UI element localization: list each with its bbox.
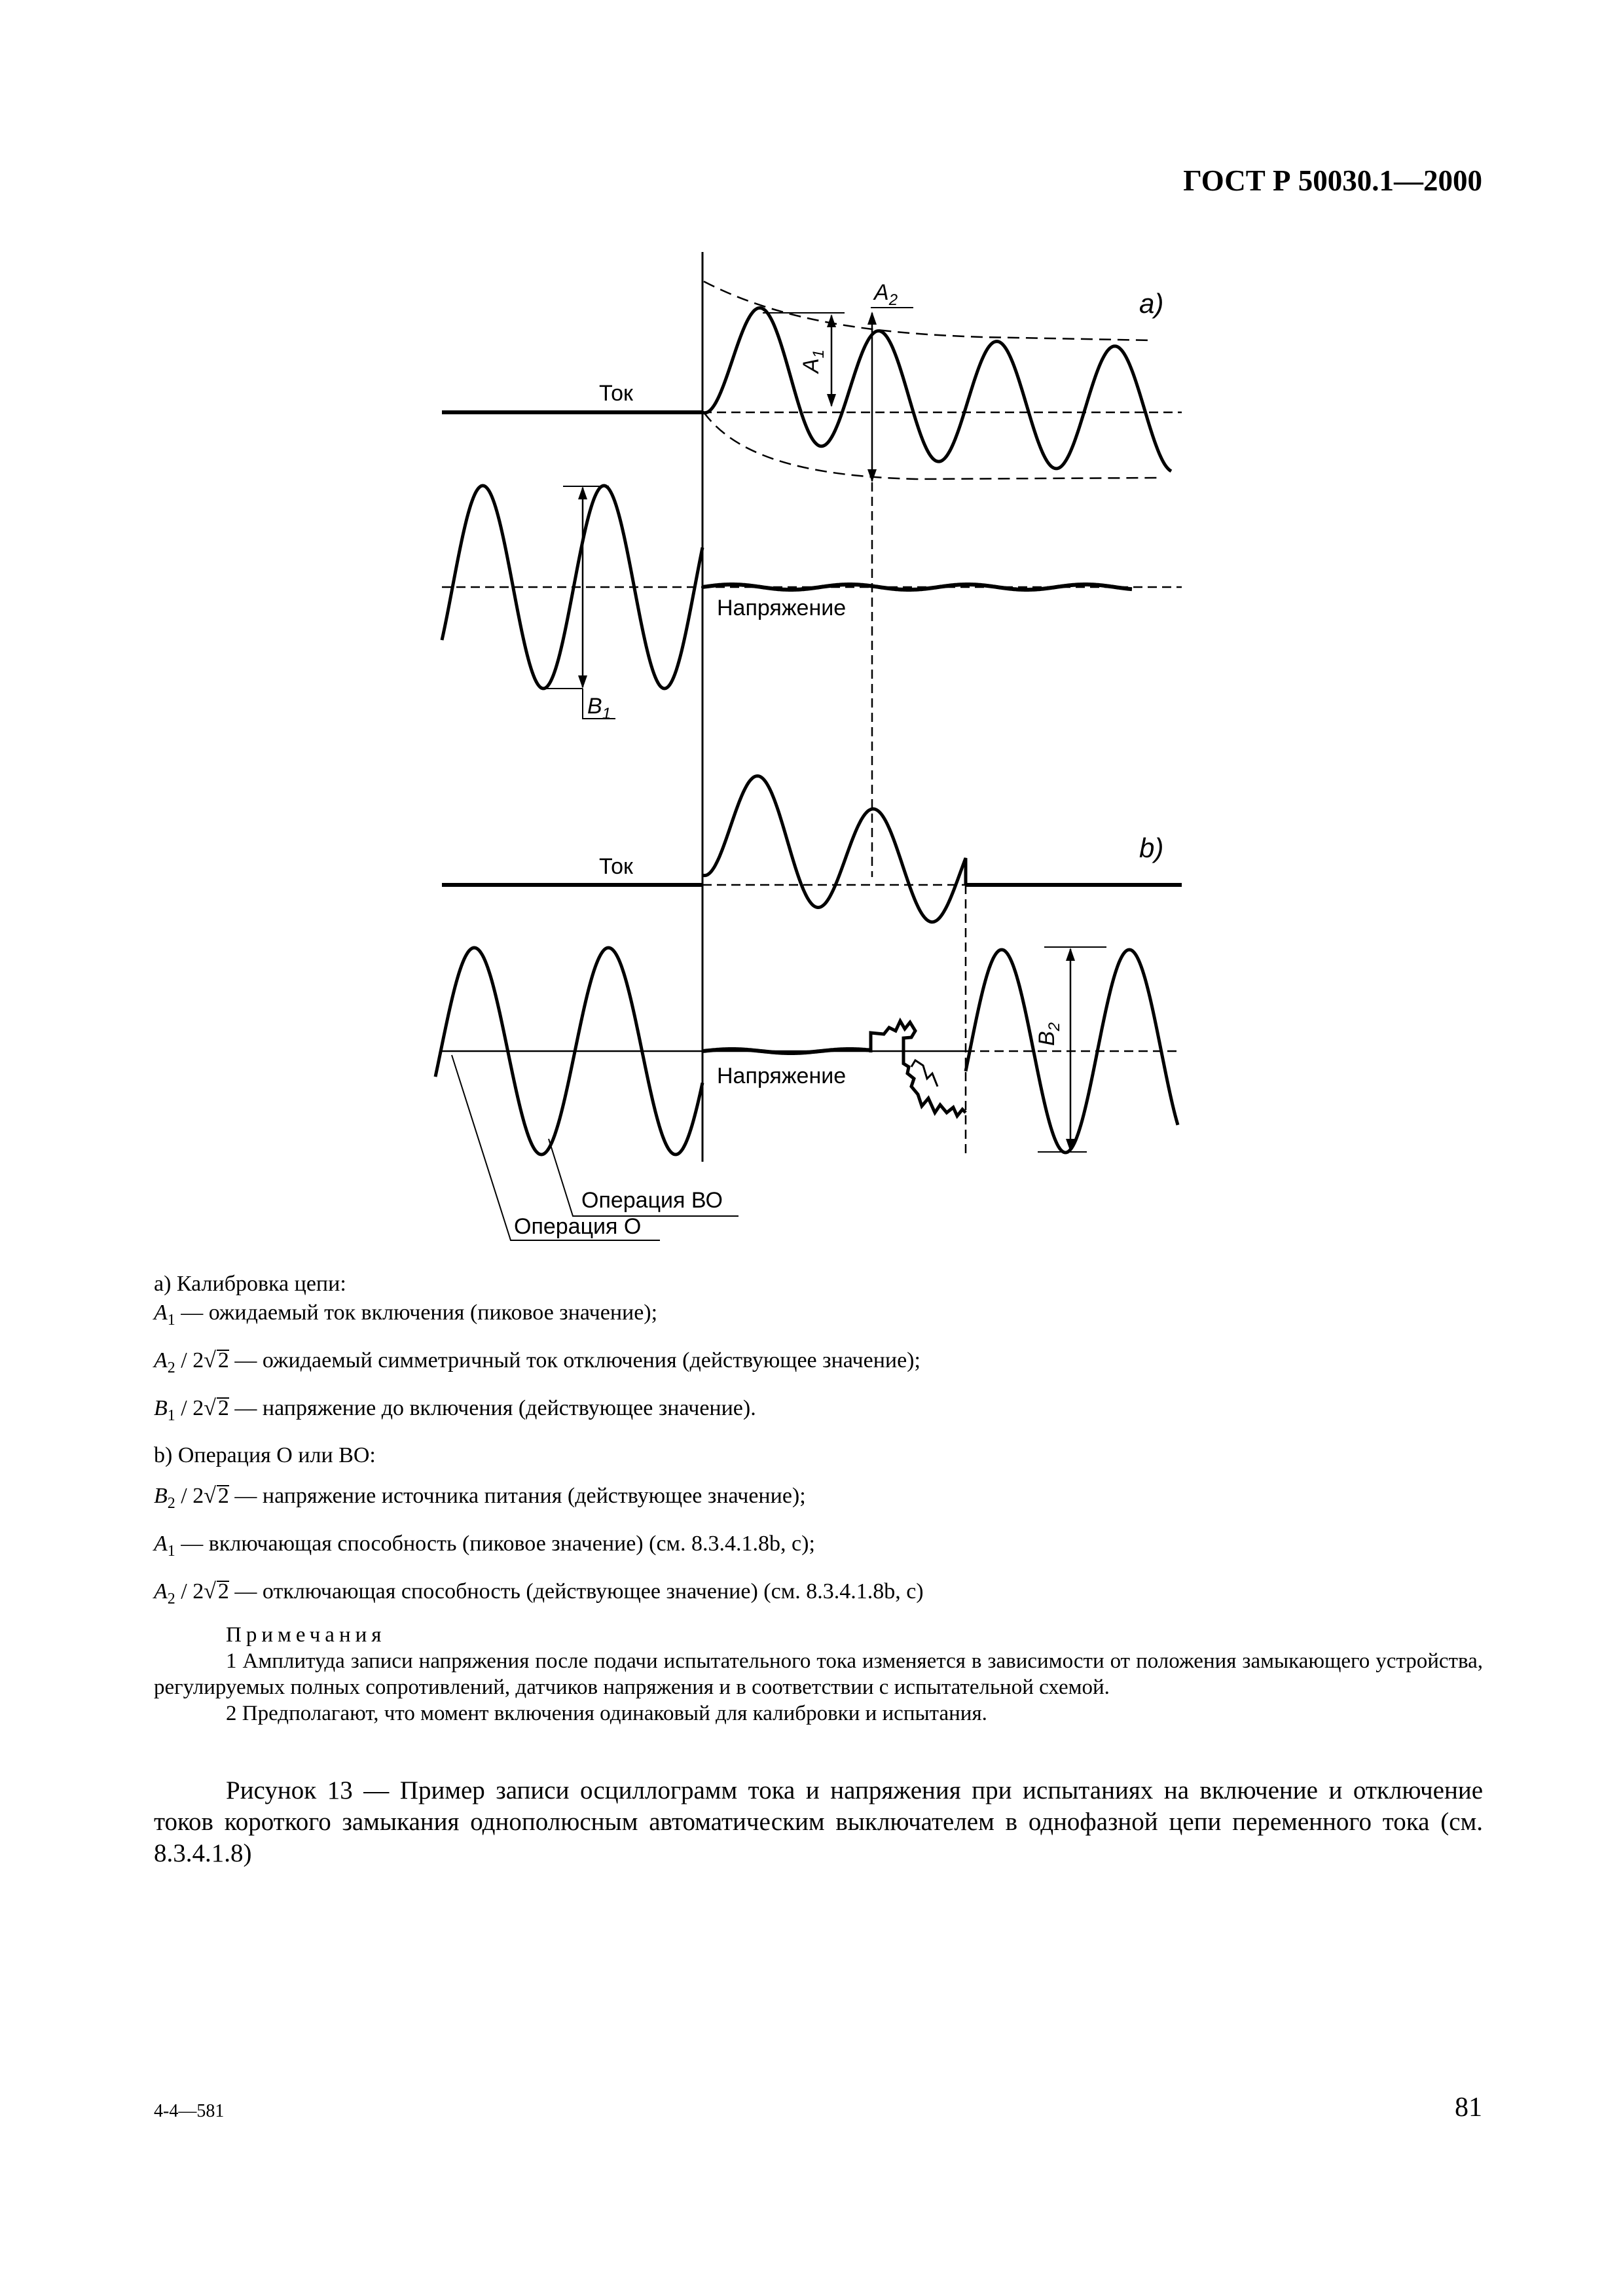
legend-b-title: b) Операция О или ВО: [154,1443,376,1468]
notes-heading: Примечания [226,1623,386,1647]
legend-text: — включающая способность (пиковое значение) (см. 8.3.4.1.8b, с); [175,1532,815,1556]
legend-b-item-3: $A_2 / 2√2$ — отключающая способность (действующее значение) (см. 8.3.4.1.8b, с) [154,1579,924,1607]
legend-text: — ожидаемый симметричный ток отключения (действующее значение); [228,1348,921,1372]
legend-b-items [154,1482,1483,1613]
figure-caption [154,1775,1483,1869]
a-current-label: Ток [599,381,633,406]
a-envelope-lower [704,412,1159,479]
page-number: 81 [1455,2092,1482,2123]
panel-a-label: a) [1139,288,1164,319]
a-current-waveform [702,308,1171,471]
symbol: $A_2$ [154,1348,175,1376]
a1-arrowhead-top [827,314,836,327]
op-bo-label: Операция ВО [581,1188,723,1213]
a1-label: $A_1$ [799,349,828,373]
b1-label: $B_1$ [587,694,611,723]
legend-b-item-1: $B_2 / 2√2$ — напряжение источника питания (действующее значение); [154,1484,806,1513]
symbol: $A_1$ [154,1300,175,1329]
note-2: 2 Предполагают, что момент включения одинаковый для калибровки и испытания. [226,1702,987,1725]
legend-a-items [154,1299,1483,1429]
notes-block [154,1622,1483,1727]
op-o-label: Операция О [514,1214,642,1239]
a-envelope-upper [704,281,1152,340]
b1-arrowhead-top [578,486,587,499]
b-voltage-label: Напряжение [717,1064,847,1088]
legend-a-item-1 [154,1299,1483,1335]
legend-text: — отключающая способность (действующее значение) (см. 8.3.4.1.8b, с) [228,1579,924,1604]
legend-a-item-3: $B_1 / 2√2$ — напряжение до включения (действующее значение). [154,1395,756,1424]
symbol: $B_2$ [154,1484,175,1513]
b-current-label: Ток [599,854,633,879]
a2-arrowhead-bottom [867,469,877,482]
legend-a-item-2: $A_2 / 2√2$ — ожидаемый симметричный ток отключения (действующее значение); [154,1348,921,1376]
a2-label: $A_2$ [874,280,898,309]
legend-text: — ожидаемый ток включения (пиковое значение); [175,1300,658,1325]
symbol: $A_1$ [154,1532,175,1560]
note-1: 1 Амплитуда записи напряжения после подачи испытательного тока изменяется в зависимости от положения замыкающего устройства, регулируемых полных сопротивлений, датчиков напряжения и в соответствии с испытательной схемой. [154,1649,1483,1699]
figure-legend [154,1270,1483,1625]
legend-b-item-2 [154,1530,1483,1566]
caption-text: Рисунок 13 — Пример записи осциллограмм тока и напряжения при испытаниях на включение и отключение токов короткого замыкания однополюсным автоматическим выключателем в однофазной цепи переменного тока [154,1776,1483,1836]
b-current-waveform [702,776,966,922]
b2-arrowhead-top [1066,948,1075,961]
legend-text: — напряжение до включения (действующее значение). [228,1395,756,1420]
caption-ref: (см. 8.3.4.1.8) [154,1808,1483,1867]
panel-b-label: b) [1139,833,1164,863]
legend-a-title: а) Калибровка цепи: [154,1272,346,1296]
b-voltage-arc [871,1021,966,1116]
legend-text: — напряжение источника питания (действующее значение); [228,1484,806,1509]
b2-label: $B_2$ [1034,1022,1063,1046]
b1-arrowhead-bottom [578,675,587,689]
symbol: $A_2$ [154,1579,175,1607]
footer-code: 4-4—581 [154,2101,225,2121]
a-voltage-label: Напряжение [717,596,847,620]
symbol: $B_1$ [154,1395,175,1424]
b-voltage-ripple [702,1049,870,1053]
a2-arrowhead-top [867,312,877,325]
standard-header: ГОСТ Р 50030.1—2000 [1183,164,1482,197]
a1-arrowhead-bottom [827,394,836,407]
b-voltage-arc-2 [911,1060,938,1086]
